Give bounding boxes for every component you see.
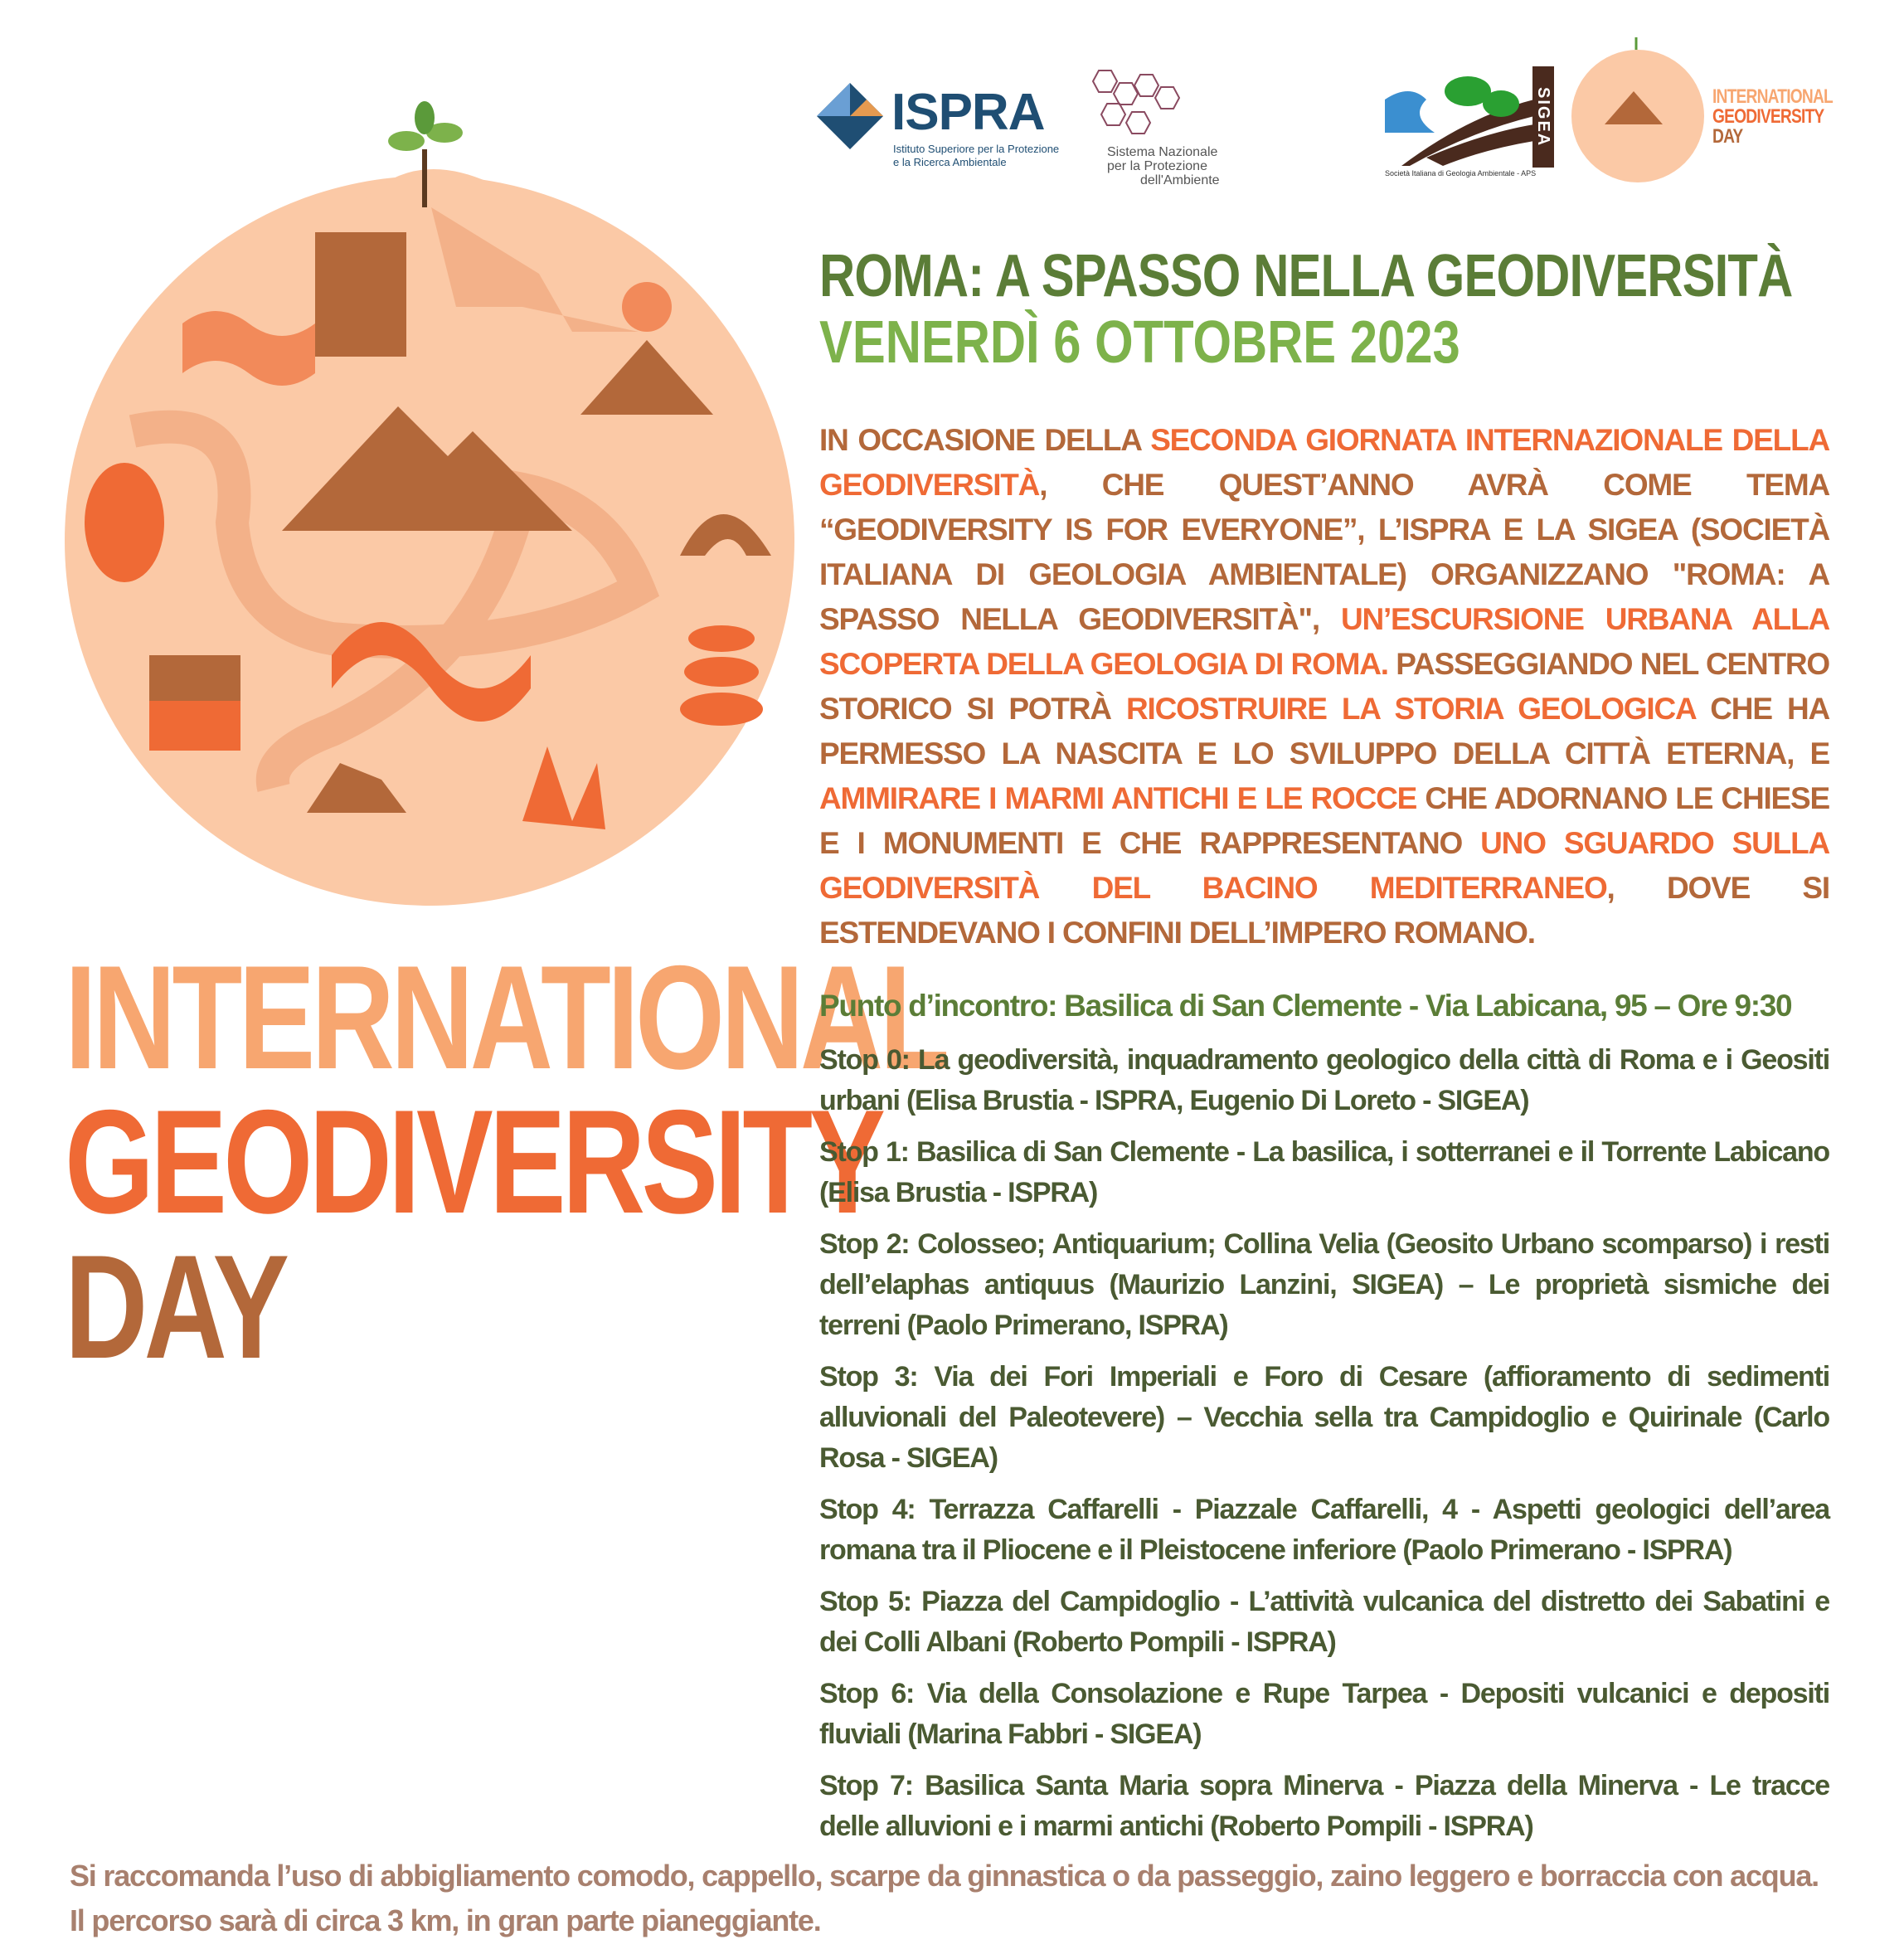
hexagon-network-icon (1082, 66, 1207, 141)
soil-block-top (149, 655, 240, 701)
event-intro (819, 418, 1829, 955)
sigea-name: SIGEA (1532, 66, 1554, 168)
footer-line-1: Si raccomanda l’uso di abbigliamento comodo, cappello, scarpe da ginnastica o da passeggio, zaino leggero e borraccia con acqua. (70, 1859, 1819, 1893)
stop-item: Stop 0: La geodiversità, inquadramento geologico della città di Roma e i Geositi urbani (Elisa Brustia - ISPRA, Eugenio Di Loreto - SIGEA) (819, 1043, 1829, 1116)
intro-text: , DOVE SI ESTENDEVANO I CONFINI DELL’IMPERO ROMANO. (819, 870, 1829, 950)
title-line-international: INTERNATIONAL (65, 935, 946, 1100)
ispra-name: ISPRA (891, 84, 1045, 141)
footer-line-2: Il percorso sarà di circa 3 km, in gran parte pianeggiante. (70, 1903, 821, 1937)
intro-highlight: SECONDA GIORNATA INTERNAZIONALE DELLA GEODIVERSITÀ (819, 422, 1829, 502)
intro-highlight: UNO SGUARDO SULLA GEODIVERSITÀ DEL BACINO MEDITERRANEO (819, 825, 1829, 905)
title-line-day: DAY (65, 1223, 286, 1389)
ispra-subtitle-2: e la Ricerca Ambientale (893, 156, 1007, 168)
stop-item: Stop 1: Basilica di San Clemente - La basilica, i sotterranei e il Torrente Labicano (Elisa Brustia - ISPRA) (819, 1135, 1829, 1208)
snpa-line-1: Sistema Nazionale (1107, 145, 1218, 159)
volcano-smoke (622, 282, 672, 332)
stop-item: Stop 2: Colosseo; Antiquarium; Collina Velia (Geosito Urbano scomparso) i resti dell’elaphas antiquus (Maurizio Lanzini, SIGEA) – Le proprietà sismiche dei terreni (Paolo Primerano, ISPRA) (819, 1227, 1829, 1341)
intro-highlight: RICOSTRUIRE LA STORIA GEOLOGICA (1125, 691, 1696, 726)
stop-item: Stop 3: Via dei Fori Imperiali e Foro di Cesare (affioramento di sedimenti alluvionali del Paleotevere) – Vecchia sella tra Campidoglio e Quirinale (Carlo Rosa - SIGEA) (819, 1360, 1829, 1474)
stop-item: Stop 7: Basilica Santa Maria sopra Minerva - Piazza della Minerva - Le tracce delle alluvioni e i marmi antichi (Roberto Pompili - ISPRA) (819, 1769, 1829, 1842)
event-title: ROMA: A SPASSO NELLA GEODIVERSITÀ (819, 243, 1793, 309)
intro-highlight: UN’ESCURSIONE URBANA ALLA SCOPERTA DELLA GEOLOGIA DI ROMA. (819, 601, 1829, 681)
sigea-waves-leaves-icon (1385, 66, 1534, 166)
intro-text: , CHE QUEST’ANNO AVRÀ COME TEMA “GEODIVERSITY IS FOR EVERYONE”, L’ISPRA E LA SIGEA (SOCIETÀ ITALIANA DI GEOLOGIA AMBIENTALE) ORGANIZZANO "ROMA: A SPASSO NELLA GEODIVERSITÀ", (819, 467, 1829, 636)
event-date: VENERDÌ 6 OTTOBRE 2023 (819, 309, 1460, 377)
fossil-fish-icon (85, 463, 164, 582)
igd-line-1: INTERNATIONAL (1712, 85, 1833, 108)
snpa-line-2: per la Protezione (1107, 159, 1207, 173)
stops-list (819, 1040, 1829, 1847)
igd-planet-icon (1571, 33, 1712, 191)
intro-text: IN OCCASIONE DELLA (819, 422, 1151, 457)
sigea-logo (1385, 66, 1559, 178)
ispra-subtitle-1: Istituto Superiore per la Protezione (893, 143, 1060, 155)
intro-highlight: AMMIRARE I MARMI ANTICHI E LE ROCCE (819, 780, 1417, 815)
stop-item: Stop 6: Via della Consolazione e Rupe Tarpea - Depositi vulcanici e depositi fluviali (Marina Fabbri - SIGEA) (819, 1677, 1829, 1750)
sigea-subtitle: Società Italiana di Geologia Ambientale - APS (1385, 169, 1537, 177)
igd-logo (1571, 33, 1837, 199)
stop-item: Stop 4: Terrazza Caffarelli - Piazzale Caffarelli, 4 - Aspetti geologici dell’area romana tra il Pliocene e il Pleistocene inferiore (Paolo Primerano - ISPRA) (819, 1493, 1829, 1566)
intro-text: CHE HA PERMESSO LA NASCITA E LO SVILUPPO DELLA CITTÀ ETERNA, E (819, 691, 1829, 770)
igd-line-3: DAY (1712, 125, 1743, 148)
snpa-line-3: dell'Ambiente (1140, 173, 1220, 187)
cliff-icon (315, 232, 406, 357)
snpa-logo (1082, 66, 1265, 207)
meeting-point: Punto d’incontro: Basilica di San Clemente - Via Labicana, 95 – Ore 9:30 (819, 988, 1792, 1023)
title-line-geodiversity: GEODIVERSITY (65, 1079, 882, 1245)
igd-line-2: GEODIVERSITY (1712, 105, 1824, 128)
footer-note (70, 1854, 1836, 1943)
international-geodiversity-day-title (65, 935, 946, 1389)
geodiversity-illustration (58, 58, 804, 921)
intro-text: CHE ADORNANO LE CHIESE E I MONUMENTI E CHE RAPPRESENTANO (819, 780, 1829, 860)
event-details (819, 241, 1829, 1858)
stop-item: Stop 5: Piazza del Campidoglio - L’attività vulcanica del distretto dei Sabatini e dei Colli Albani (Roberto Pompili - ISPRA) (819, 1585, 1829, 1658)
stacked-stones-icon (680, 625, 763, 726)
partner-logos (817, 33, 1837, 199)
planet-circle (65, 176, 794, 906)
intro-text: PASSEGGIANDO NEL CENTRO STORICO SI POTRÀ (819, 646, 1829, 726)
ispra-diamond-icon (817, 83, 883, 149)
